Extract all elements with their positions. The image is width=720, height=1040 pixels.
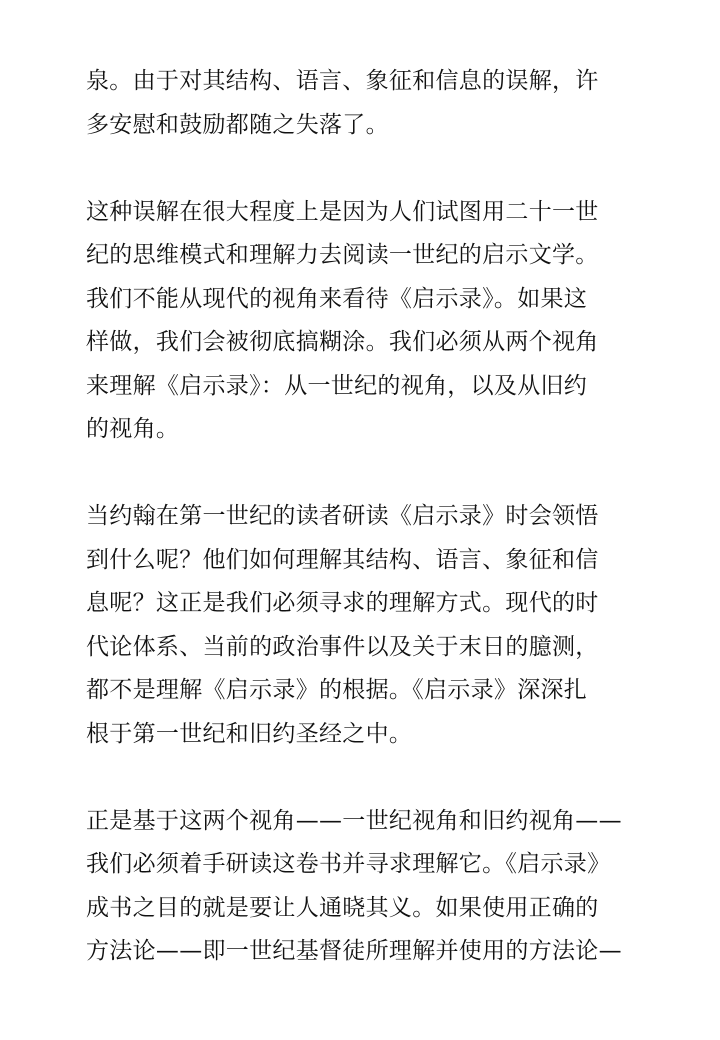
text-line: 样做，我们会被彻底搞糊涂。我们必须从两个视角 [86, 329, 599, 355]
text-line: 到什么呢？他们如何理解其结构、语言、象征和信 [86, 546, 599, 573]
text-line: 多安慰和鼓励都随之失落了。 [86, 111, 389, 138]
paragraph-3 [86, 495, 646, 756]
text-line: 的视角。 [86, 416, 180, 442]
text-line: 代论体系、当前的政治事件以及关于末日的臆测， [86, 633, 599, 660]
paragraph-2 [86, 191, 646, 452]
text-line: 我们不能从现代的视角来看待《启示录》。如果这 [86, 285, 588, 312]
text-line: 我们必须着手研读这卷书并寻求理解它。《启示录》 [86, 851, 611, 877]
text-line: 当约翰在第一世纪的读者研读《启示录》时会领悟 [86, 503, 599, 529]
paragraph-4 [86, 800, 646, 974]
text-line: 都不是理解《启示录》的根据。《启示录》深深扎 [86, 677, 588, 703]
text-line: 方法论——即一世纪基督徒所理解并使用的方法论— [86, 938, 622, 964]
text-line: 成书之目的就是要让人通晓其义。如果使用正确的 [86, 894, 599, 921]
text-line: 息呢？这正是我们必须寻求的理解方式。现代的时 [86, 590, 599, 616]
text-line: 这种误解在很大程度上是因为人们试图用二十一世 [86, 198, 599, 225]
text-line: 正是基于这两个视角——一世纪视角和旧约视角—— [86, 807, 622, 834]
text-line: 纪的思维模式和理解力去阅读一世纪的启示文学。 [86, 242, 599, 268]
document-body [86, 60, 646, 1017]
text-line: 泉。由于对其结构、语言、象征和信息的误解，许 [86, 68, 599, 94]
text-line: 根于第一世纪和旧约圣经之中。 [86, 720, 413, 747]
text-line: 来理解《启示录》：从一世纪的视角，以及从旧约 [86, 372, 588, 399]
paragraph-1 [86, 60, 646, 147]
